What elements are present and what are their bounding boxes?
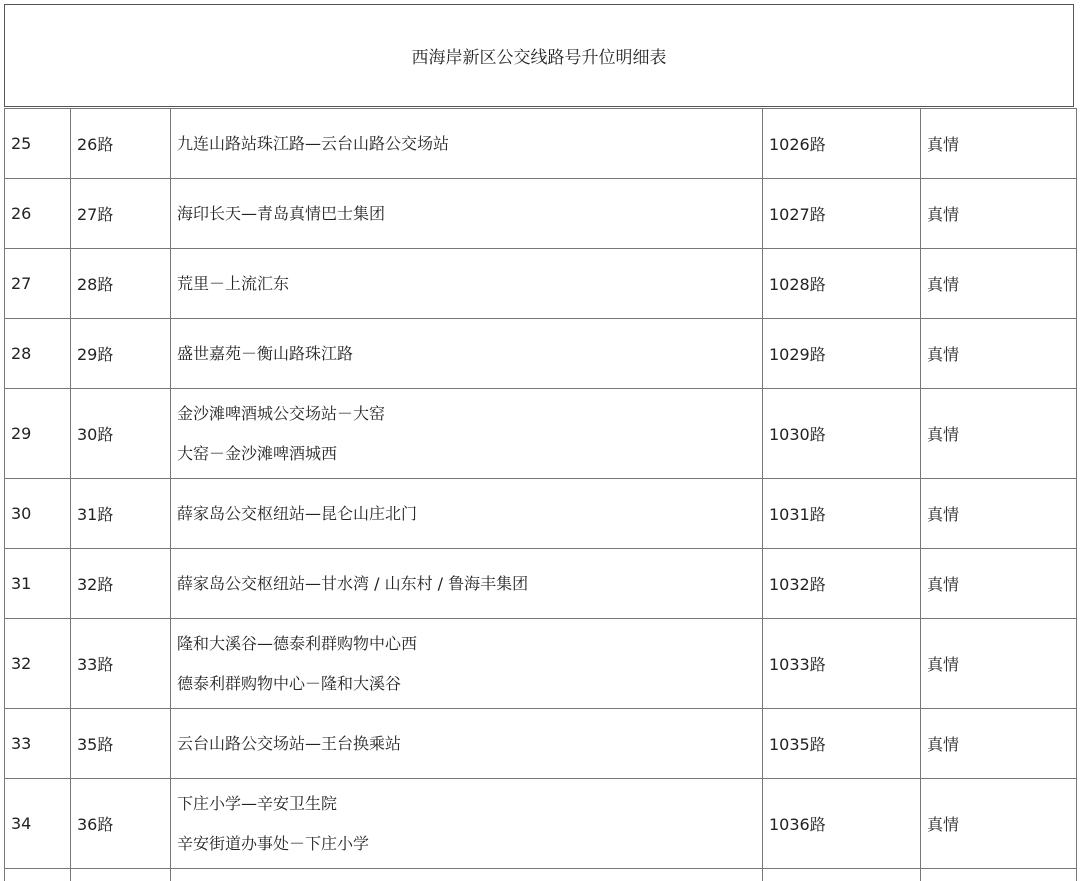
new-route-number-cell: 1032路 — [763, 549, 921, 619]
empty-cell — [763, 869, 921, 881]
new-route-number-cell: 1028路 — [763, 249, 921, 319]
route-description-cell — [171, 109, 763, 179]
old-route-number-cell: 26路 — [71, 109, 171, 179]
table-row-partial — [5, 869, 1077, 881]
table-row — [5, 549, 1077, 619]
new-route-number-cell: 1030路 — [763, 389, 921, 479]
table-title: 西海岸新区公交线路号升位明细表 — [412, 43, 667, 68]
route-line-text: 下庄小学—辛安卫生院 — [177, 794, 756, 814]
route-line-text: 荒里－上流汇东 — [177, 274, 756, 294]
route-table-body — [5, 109, 1077, 881]
route-line-text: 九连山路站珠江路—云台山路公交场站 — [177, 134, 756, 154]
route-description-cell — [171, 179, 763, 249]
operator-cell: 真情 — [921, 249, 1077, 319]
operator-cell: 真情 — [921, 619, 1077, 709]
empty-cell — [5, 869, 71, 881]
new-route-number-cell: 1027路 — [763, 179, 921, 249]
table-row — [5, 779, 1077, 869]
new-route-number-cell: 1029路 — [763, 319, 921, 389]
route-line-text: 云台山路公交场站—王台换乘站 — [177, 734, 756, 754]
new-route-number-cell: 1031路 — [763, 479, 921, 549]
table-row — [5, 479, 1077, 549]
operator-cell: 真情 — [921, 709, 1077, 779]
route-description-cell — [171, 619, 763, 709]
row-index-cell: 32 — [5, 619, 71, 709]
table-row — [5, 249, 1077, 319]
route-description-cell — [171, 389, 763, 479]
operator-cell: 真情 — [921, 779, 1077, 869]
row-index-cell: 28 — [5, 319, 71, 389]
row-index-cell: 30 — [5, 479, 71, 549]
operator-cell: 真情 — [921, 109, 1077, 179]
table-row — [5, 109, 1077, 179]
table-title-cell — [4, 4, 1074, 107]
table-row — [5, 709, 1077, 779]
table-row — [5, 389, 1077, 479]
route-line-text: 大窑－金沙滩啤酒城西 — [177, 444, 756, 464]
operator-cell: 真情 — [921, 179, 1077, 249]
row-index-cell: 25 — [5, 109, 71, 179]
route-line-text: 金沙滩啤酒城公交场站－大窑 — [177, 404, 756, 424]
route-description-cell — [171, 479, 763, 549]
route-table — [4, 108, 1077, 881]
new-route-number-cell: 1036路 — [763, 779, 921, 869]
old-route-number-cell: 33路 — [71, 619, 171, 709]
old-route-number-cell: 31路 — [71, 479, 171, 549]
route-line-text: 薛家岛公交枢纽站—甘水湾 / 山东村 / 鲁海丰集团 — [177, 574, 756, 594]
row-index-cell: 34 — [5, 779, 71, 869]
old-route-number-cell: 36路 — [71, 779, 171, 869]
operator-cell: 真情 — [921, 479, 1077, 549]
route-description-cell — [171, 249, 763, 319]
row-index-cell: 31 — [5, 549, 71, 619]
old-route-number-cell: 32路 — [71, 549, 171, 619]
route-line-text: 盛世嘉苑－衡山路珠江路 — [177, 344, 756, 364]
route-line-text: 德泰利群购物中心－隆和大溪谷 — [177, 674, 756, 694]
route-line-text: 辛安街道办事处－下庄小学 — [177, 834, 756, 854]
operator-cell: 真情 — [921, 549, 1077, 619]
empty-cell — [171, 869, 763, 881]
route-description-cell — [171, 779, 763, 869]
route-description-cell — [171, 709, 763, 779]
table-row — [5, 319, 1077, 389]
old-route-number-cell: 28路 — [71, 249, 171, 319]
row-index-cell: 33 — [5, 709, 71, 779]
route-line-text: 薛家岛公交枢纽站—昆仑山庄北门 — [177, 504, 756, 524]
empty-cell — [71, 869, 171, 881]
old-route-number-cell: 27路 — [71, 179, 171, 249]
row-index-cell: 27 — [5, 249, 71, 319]
empty-cell — [921, 869, 1077, 881]
operator-cell: 真情 — [921, 319, 1077, 389]
route-line-text: 隆和大溪谷—德泰利群购物中心西 — [177, 634, 756, 654]
table-row — [5, 179, 1077, 249]
new-route-number-cell: 1026路 — [763, 109, 921, 179]
new-route-number-cell: 1033路 — [763, 619, 921, 709]
operator-cell: 真情 — [921, 389, 1077, 479]
old-route-number-cell: 29路 — [71, 319, 171, 389]
table-row — [5, 619, 1077, 709]
route-line-text: 海印长天—青岛真情巴士集团 — [177, 204, 756, 224]
old-route-number-cell: 30路 — [71, 389, 171, 479]
route-description-cell — [171, 549, 763, 619]
row-index-cell: 29 — [5, 389, 71, 479]
new-route-number-cell: 1035路 — [763, 709, 921, 779]
row-index-cell: 26 — [5, 179, 71, 249]
route-description-cell — [171, 319, 763, 389]
old-route-number-cell: 35路 — [71, 709, 171, 779]
